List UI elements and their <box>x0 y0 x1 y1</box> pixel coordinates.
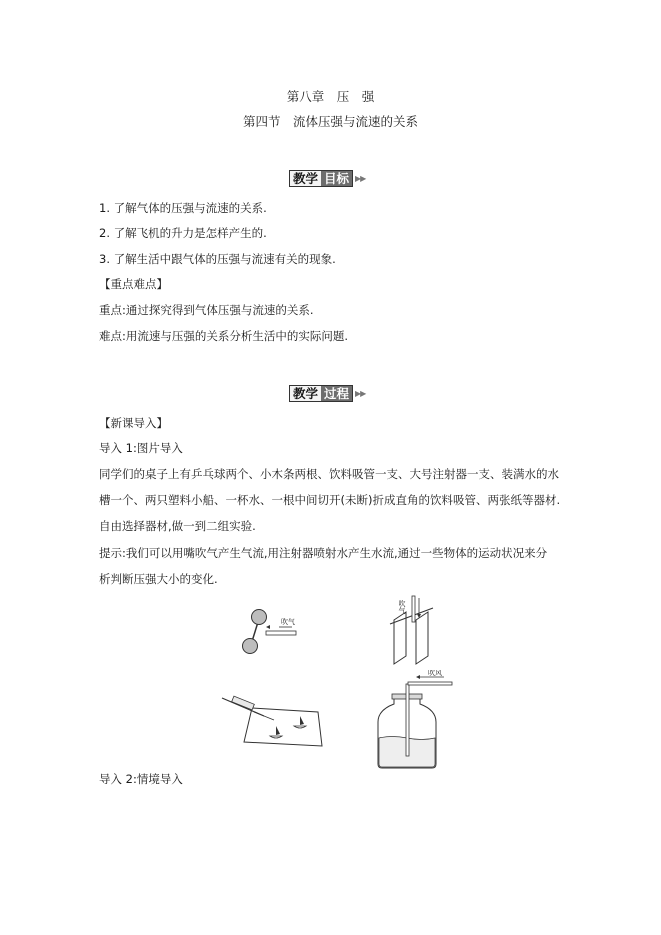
syringe-boats-figure <box>218 690 330 748</box>
goal-item-1: 1. 了解气体的压强与流速的关系. <box>99 201 267 215</box>
banner-word-light: 教学 <box>290 386 321 401</box>
paragraph-line: 同学们的桌子上有乒乓球两个、小木条两根、饮料吸管一支、大号注射器一支、装满水的水 <box>99 467 559 481</box>
chapter-title: 第八章 压 强 <box>286 89 375 104</box>
teaching-goals-banner <box>289 168 365 188</box>
hint-line: 析判断压强大小的变化. <box>99 572 218 586</box>
banner-word-dark: 过程 <box>321 386 352 401</box>
intro2-title: 导入 2:情境导入 <box>99 772 183 786</box>
double-arrow-icon: ▶▶ <box>355 388 366 398</box>
figure-label: 吹气 <box>281 618 295 626</box>
key-point: 重点:通过探究得到气体压强与流速的关系. <box>99 303 314 317</box>
banner-word-dark: 目标 <box>321 171 352 186</box>
paragraph-line: 自由选择器材,做一到二组实验. <box>99 519 256 533</box>
ping-pong-balls-figure <box>236 606 306 658</box>
two-papers-figure <box>378 590 448 665</box>
difficult-point: 难点:用流速与压强的关系分析生活中的实际问题. <box>99 329 349 343</box>
new-lesson-heading: 【新课导入】 <box>99 416 168 430</box>
double-arrow-icon: ▶▶ <box>355 173 366 183</box>
section-title: 第四节 流体压强与流速的关系 <box>242 114 418 129</box>
figure-label: 吹气 <box>398 600 406 614</box>
goal-item-3: 3. 了解生活中跟气体的压强与流速有关的现象. <box>99 252 336 266</box>
banner-word-light: 教学 <box>290 171 321 186</box>
hint-line: 提示:我们可以用嘴吹气产生气流,用注射器喷射水产生水流,通过一些物体的运动状况来分 <box>99 546 548 560</box>
teaching-process-banner <box>289 383 365 403</box>
bottle-straw-figure <box>372 670 462 770</box>
figure-label: 吹风 <box>428 670 442 677</box>
goal-item-2: 2. 了解飞机的升力是怎样产生的. <box>99 226 267 240</box>
key-points-heading: 【重点难点】 <box>99 277 168 291</box>
intro1-title: 导入 1:图片导入 <box>99 441 183 455</box>
paragraph-line: 槽一个、两只塑料小船、一杯水、一根中间切开(未断)折成直角的饮料吸管、两张纸等器材. <box>99 493 561 507</box>
